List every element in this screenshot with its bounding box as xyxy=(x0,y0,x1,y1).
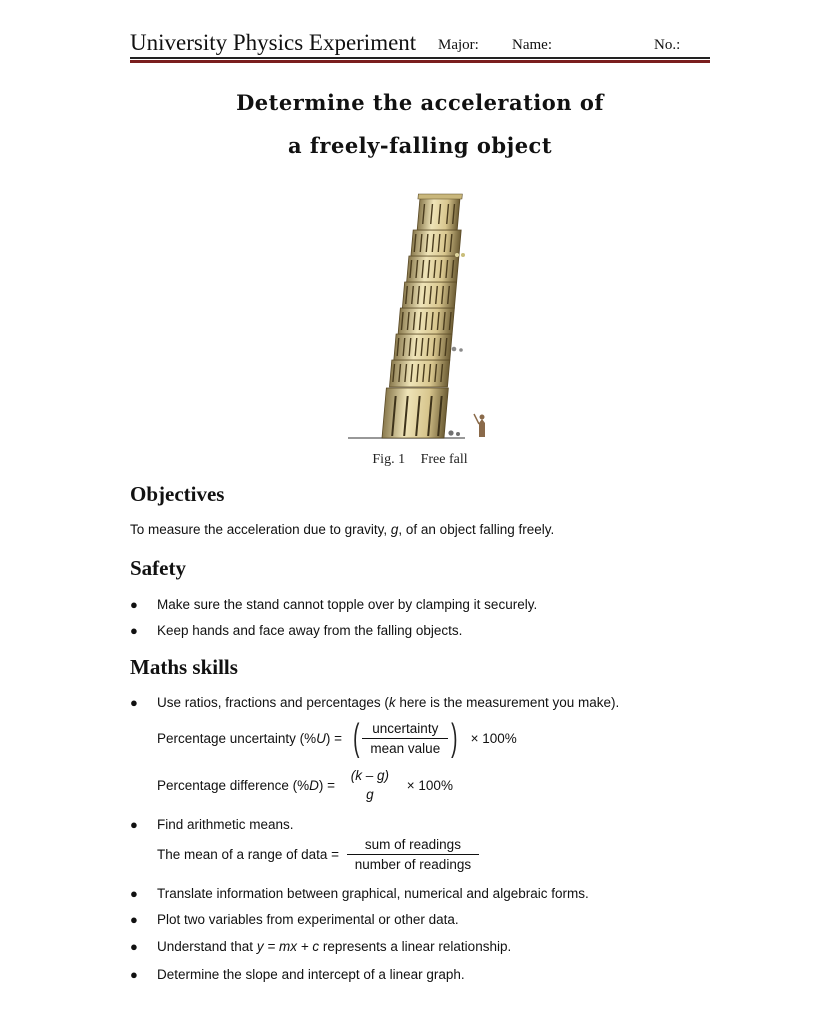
difference-fraction: (k – g) g xyxy=(350,768,390,802)
name-label: Name: xyxy=(512,37,552,53)
safety-heading: Safety xyxy=(130,556,186,580)
number-label: No.: xyxy=(654,37,681,53)
percentage-uncertainty-formula: Percentage uncertainty (%U) = ( $\frac{\text{uncertainty}}{\text{mean value}}$ ) × 100% xyxy=(157,717,517,759)
document-title-line2: a freely-falling object xyxy=(287,133,553,158)
maths-skills-heading: Maths skills xyxy=(130,655,238,679)
header-rule-dark xyxy=(130,57,710,59)
major-label: Major: xyxy=(438,37,479,53)
figure-number: Fig. 1 xyxy=(372,452,406,467)
header-rule-red xyxy=(130,60,710,63)
uncertainty-fraction: $\frac{\text{uncertainty}}{\text{mean value}}$ xyxy=(362,721,448,756)
worksheet-page: University Physics Experiment Major: Name: No.: Determine the acceleration of a freely-falling object Fig. 1 Free fall Objectives To measure the acceleration due to gravity, g, of an object falling freely. Safety ● Make sure the stand cannot topple over by clamping it securely. ● Keep hands and face away from the falling objects. Maths skills ● Use ratios, fractions and percentages (k here is the measurement you make). Percentage uncertainty (%U) = ( $\frac{\text{uncertainty}}{\text{mean value}}$ ) × 100% Percentage difference (%D) = (k – g) g × 100% ● Find arithmetic means. The mean of a range of data = $\frac{\text{sum of readings}}{\text{number of readings}}$ ● Translate information between graphical, numerical and algebraic forms. ● Plot two variables from experimental or other data. ● Understand that y = mx + c represents a linear relationship. ● Determine the slope and intercept of a linear graph. xyxy=(0,0,840,1024)
bullet-icon: ● xyxy=(130,817,138,832)
percentage-difference-formula: Percentage difference (%D) = (k – g) g × 100% xyxy=(157,768,453,802)
bullet-icon: ● xyxy=(130,623,138,638)
bullet-icon: ● xyxy=(130,597,138,612)
objectives-heading: Objectives xyxy=(130,482,225,506)
figure-caption xyxy=(0,452,840,468)
right-paren-icon: ) xyxy=(451,717,458,759)
header-title: University Physics Experiment xyxy=(130,30,417,55)
mean-fraction: $\frac{\text{sum of readings}}{\text{number of readings}}$ xyxy=(347,837,479,872)
bullet-icon: ● xyxy=(130,886,138,901)
document-title-line1: Determine the acceleration of xyxy=(236,90,604,115)
left-paren-icon: ( xyxy=(352,717,360,759)
figure-caption-text: Free fall xyxy=(420,452,468,467)
bullet-icon: ● xyxy=(130,967,138,982)
mean-formula: The mean of a range of data = $\frac{\text{sum of readings}}{\text{number of readings}}$ xyxy=(157,837,479,872)
bullet-icon: ● xyxy=(130,695,138,710)
bullet-icon: ● xyxy=(130,939,138,954)
bullet-icon: ● xyxy=(130,912,138,927)
leaning-tower-illustration xyxy=(330,178,510,446)
objectives-text: To measure the acceleration due to gravity, g, of an object falling freely. xyxy=(130,522,555,537)
